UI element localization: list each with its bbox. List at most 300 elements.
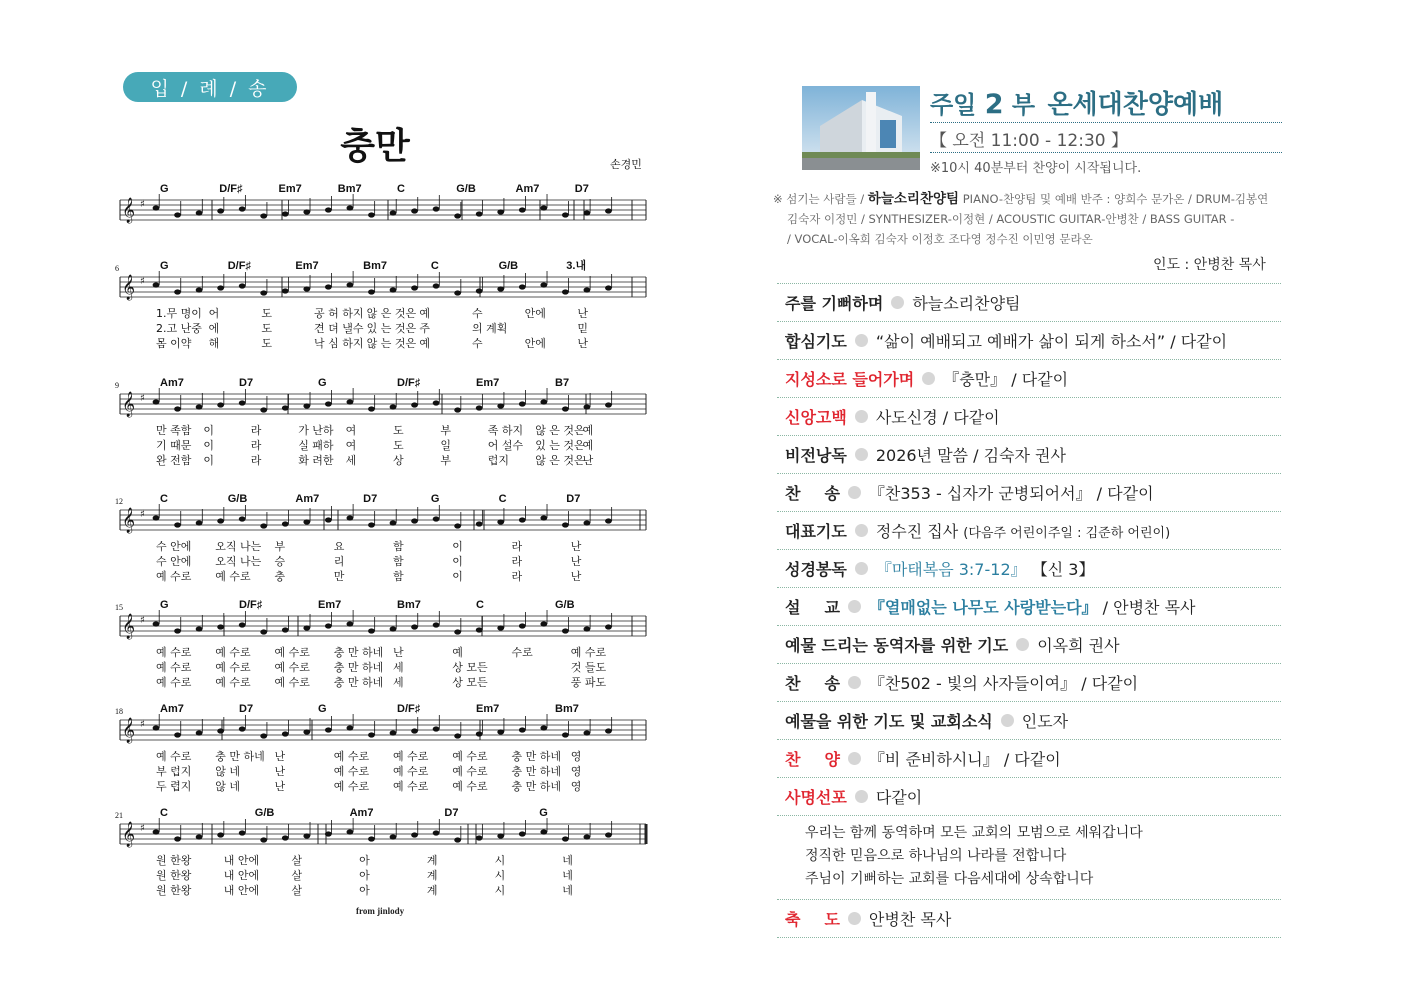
note-head [519,727,526,732]
chord-symbol: Em7 [278,183,302,195]
lyric-syllable: 어 설수 [487,439,524,452]
chord-symbol: Em7 [476,703,500,715]
note-head [605,624,612,629]
note-head [303,403,310,408]
lyric-syllable: 예 수로 [215,676,251,689]
treble-clef-icon: 𝄞 [122,822,136,847]
lyric-syllable: 일 [440,439,452,452]
note-head [390,287,397,292]
vision-line: 주님이 기뻐하는 교회를 다음세대에 상속합니다 [805,871,1094,887]
note-head [497,286,504,291]
lyric-syllable: 난 [582,454,594,467]
lyric-syllable: 어 [208,307,220,320]
scripture-reference: 『마태복음 3:7-12』 [875,560,1027,579]
note-head [368,732,375,737]
service-title-prefix: 주일 [930,91,977,119]
lyric-syllable: 계 [426,884,438,897]
lyric-syllable: 여 [345,424,357,437]
chord-symbol: Am7 [515,183,540,195]
lyric-syllable: 기 때문 [156,439,192,452]
note-head [325,401,332,406]
lyric-syllable: 오직 나는 [215,555,262,568]
lyric-syllable: 도 [393,424,404,437]
note-head [433,622,440,627]
lyric-syllable: 견 뎌 낼수 [314,322,364,335]
note-head [153,621,160,626]
lyric-syllable: 예 수로 [156,646,192,659]
lyric-syllable: 예 수로 [393,765,429,778]
note-head [196,210,203,215]
note-head [174,406,181,411]
lyric-syllable: 이 [203,439,215,452]
note-head [584,210,591,215]
note-head [282,521,289,526]
lyric-syllable: 함 [393,570,404,583]
chord-symbol: D7 [566,493,581,505]
lyric-syllable: 예 수로 [274,646,310,659]
note-head [540,282,547,287]
chord-symbol: C [160,807,168,819]
note-head [347,515,354,520]
lyric-syllable: 예 수로 [156,750,192,763]
note-head [562,212,569,217]
note-head [239,400,246,405]
note-head [454,407,461,412]
lyric-syllable: 예 [582,424,594,437]
chord-symbol: C [397,183,405,195]
note-head [476,731,483,736]
lyric-syllable: 수 안에 [156,555,192,568]
lyric-syllable: 난 [577,307,588,320]
note-head [153,725,160,730]
note-head [303,286,310,291]
lyric-syllable: 충 만 하네 [333,646,384,659]
order-value-note: (다음주 어린이주일 : 김준하 어린이) [963,526,1171,541]
chord-symbol: D/F♯ [397,377,421,389]
lyric-syllable: 안에 [524,337,546,350]
lyric-syllable: 예 [582,439,594,452]
lyric-syllable: 수 [472,337,483,350]
note-head [519,517,526,522]
lyric-syllable: 원 한왕 [156,869,192,882]
lyric-syllable: 부 [274,540,286,553]
note-head [476,405,483,410]
servers-team: 하늘소리찬양팀 [867,191,960,207]
note-head [196,626,203,631]
key-sharp-icon: ♯ [140,615,145,626]
note-head [584,520,591,525]
note-head [282,731,289,736]
chord-symbol: C [476,599,484,611]
note-head [217,518,224,523]
order-value [943,367,1068,390]
treble-clef-icon: 𝄞 [122,275,136,300]
order-row [777,474,1281,512]
note-head [411,728,418,733]
order-value-text: 정수진 집사 [875,522,959,541]
note-head [260,837,267,842]
order-label: 예물을 위한 기도 및 교회소식 [785,712,993,731]
note-head [217,624,224,629]
chord-symbol: Em7 [295,260,319,272]
note-head [433,206,440,211]
lyric-syllable: 내 안에 [223,854,260,867]
church-photo [802,86,920,170]
note-head [433,516,440,521]
note-head [260,213,267,218]
lyric-syllable: 낙 심 하지 [314,337,364,350]
note-head [476,521,483,526]
note-head [390,520,397,525]
lyric-syllable: 예 수로 [215,661,251,674]
servers-line1: PIANO-찬양팀 및 예배 반주 : 양희수 문가온 / DRUM-김봉연 [962,192,1269,206]
bullet-dot-icon [848,912,861,925]
note-head [282,288,289,293]
lyric-syllable: 예 수로 [393,750,429,763]
order-value [869,481,1154,504]
lyric-syllable: 충 만 하네 [333,661,384,674]
lyric-syllable: 예 수로 [452,750,488,763]
note-head [433,830,440,835]
note-head [605,208,612,213]
order-label: 찬 송 [785,674,840,693]
chord-symbol: D7 [239,377,254,389]
lyric-syllable: 네 [562,884,573,897]
lyric-syllable: 가 난하 [298,424,334,437]
note-head [153,829,160,834]
note-head [282,627,289,632]
sheet-music [112,172,652,924]
lyric-syllable: 에 [208,322,220,335]
lyric-syllable: 살 [291,854,303,867]
lyric-syllable: 2.고 난중 [156,322,202,335]
lyric-syllable: 의 계획 [472,322,508,335]
order-row [777,778,1281,816]
lyric-syllable: 안에 [524,307,546,320]
lyric-syllable: 오직 나는 [215,540,262,553]
order-value [876,329,1227,352]
order-row [777,550,1281,588]
chord-symbol: Em7 [318,599,342,611]
lyric-syllable: 요 [333,540,345,553]
order-row [777,740,1281,778]
note-head [411,208,418,213]
song-title: 충만 [340,126,410,167]
note-head [325,517,332,522]
lyric-syllable: 충 만 하네 [511,780,561,793]
lyric-syllable: 예 수로 [452,765,488,778]
lyric-syllable: 않 네 [215,780,240,793]
lyric-syllable: 시 [494,869,506,882]
note-head [497,625,504,630]
lyric-syllable: 이 [203,454,215,467]
lyric-syllable: 세 [393,676,404,689]
service-note: ※10시 40분부터 찬양이 시작됩니다. [930,161,1142,176]
note-head [519,284,526,289]
note-head [196,520,203,525]
note-head [174,732,181,737]
note-head [217,402,224,407]
note-head [260,629,267,634]
servers-prefix: ※ 섬기는 사람들 / [773,192,865,206]
lyric-syllable: 실 패하 [298,439,334,452]
lyric-syllable: 원 한왕 [156,854,192,867]
title-divider [930,122,1282,123]
lyric-syllable: 충 만 하네 [511,765,561,778]
chord-symbol: D/F♯ [219,183,243,195]
order-value [869,595,1196,618]
music-source: from jinlody [356,906,405,916]
lyric-syllable: 승 [274,555,286,568]
lyric-syllable: 계 [426,854,438,867]
note-head [282,211,289,216]
chord-symbol: C [160,493,168,505]
note-head [303,519,310,524]
lyric-syllable: 예 수로 [333,750,370,763]
lyric-syllable: 해 [208,337,220,350]
chord-symbol: Bm7 [363,260,387,272]
note-head [584,730,591,735]
lyric-syllable: 럽지 [487,454,510,467]
chord-symbol: G [539,807,548,819]
lyric-syllable: 부 [440,454,452,467]
time-divider [930,152,1282,153]
lyric-syllable: 라 [250,439,262,452]
chord-symbol: D7 [239,703,254,715]
chord-symbol: G [318,703,327,715]
note-head [196,834,203,839]
note-head [476,211,483,216]
lyric-syllable: 시 [494,884,506,897]
note-head [562,406,569,411]
lyric-syllable: 있 는 것은 [535,439,585,452]
note-head [411,832,418,837]
key-sharp-icon: ♯ [140,509,145,520]
lyric-syllable: 부 [440,424,452,437]
note-head [476,288,483,293]
lyric-syllable: 충 [274,570,286,583]
bullet-dot-icon [855,448,868,461]
order-of-worship [777,283,1281,938]
note-head [325,727,332,732]
note-head [605,402,612,407]
note-head [325,831,332,836]
note-head [454,523,461,528]
bullet-dot-icon [922,372,935,385]
note-head [260,407,267,412]
chord-symbol: C [498,493,507,505]
note-head [476,835,483,840]
note-head [540,515,547,520]
note-head [411,624,418,629]
chord-symbol: G/B [498,260,519,272]
chord-symbol: Am7 [160,377,184,389]
note-head [239,726,246,731]
note-head [174,628,181,633]
note-head [368,212,375,217]
section-label: 입 / 례 / 송 [150,77,270,100]
order-value-text: 이옥희 권사 [1037,636,1120,655]
lyric-syllable: 난 [274,780,286,793]
bullet-dot-icon [855,334,868,347]
lyric-syllable: 내 안에 [223,884,260,897]
bullet-dot-icon [848,486,861,499]
order-value [876,443,1066,466]
lyric-syllable: 두 렵지 [156,780,192,793]
note-head [282,405,289,410]
note-head [540,829,547,834]
lyric-syllable: 난 [393,646,404,659]
bullet-dot-icon [848,676,861,689]
order-label: 찬 양 [785,750,840,769]
lyric-syllable: 1.무 명이 [156,307,202,320]
lyric-syllable: 라 [250,454,262,467]
note-head [196,404,203,409]
note-head [584,834,591,839]
vision-line: 우리는 함께 동역하며 모든 교회의 모범으로 세워갑니다 [805,825,1143,841]
order-value [1022,709,1068,732]
treble-clef-icon: 𝄞 [122,508,136,533]
lyric-syllable: 예 수로 [333,780,370,793]
lyric-syllable: 이 [203,424,215,437]
chord-symbol: D7 [363,493,378,505]
order-row [777,360,1281,398]
chord-symbol: Am7 [295,493,320,505]
lyric-syllable: 상 모든 [452,661,488,674]
order-row [777,626,1281,664]
order-value [876,519,1170,542]
note-head [196,730,203,735]
lyric-syllable: 예 수로 [333,765,370,778]
vision-statement [777,816,1281,900]
bullet-dot-icon [848,752,861,765]
note-head [605,285,612,290]
bullet-dot-icon [855,562,868,575]
note-head [605,518,612,523]
chord-symbol: Bm7 [337,183,362,195]
order-label: 대표기도 [785,522,847,541]
chord-symbol: G [160,260,169,272]
order-label: 찬 송 [785,484,840,503]
note-head [153,205,160,210]
lyric-syllable: 라 [511,570,523,583]
measure-number: 6 [115,264,119,273]
order-row [777,702,1281,740]
lyric-syllable: 함 [393,555,404,568]
note-head [433,283,440,288]
note-head [540,725,547,730]
note-head [540,621,547,626]
lyric-syllable: 있 는 것은 [366,322,417,335]
lyric-syllable: 세 [345,454,357,467]
note-head [390,210,397,215]
measure-number: 18 [115,707,123,716]
lyric-syllable: 충 만 하네 [215,750,265,763]
treble-clef-icon: 𝄞 [122,718,136,743]
note-head [303,833,310,838]
order-label: 설 교 [785,598,840,617]
lyric-syllable: 수 안에 [156,540,192,553]
note-head [497,209,504,214]
lyric-syllable: 네 [562,854,573,867]
note-head [239,283,246,288]
note-head [239,830,246,835]
order-label: 사명선포 [785,788,847,807]
order-value [1037,633,1119,656]
note-head [411,518,418,523]
note-head [390,730,397,735]
lyric-syllable: 시 [494,854,506,867]
lyric-syllable: 예 수로 [215,570,251,583]
bullet-dot-icon [1001,714,1014,727]
chord-symbol: Em7 [476,377,500,389]
note-head [347,282,354,287]
note-head [217,208,224,213]
lyric-syllable: 화 려한 [298,454,334,467]
note-head [497,729,504,734]
lyric-syllable: 원 한왕 [156,884,192,897]
note-head [260,733,267,738]
lyric-syllable: 난 [274,765,286,778]
service-title-suffix: 부 [1011,91,1036,119]
measure-number: 9 [115,381,119,390]
lyric-syllable: 세 [393,661,404,674]
worship-leader: 인도 : 안병찬 목사 [1153,257,1266,273]
lyric-syllable: 리 [333,555,345,568]
lyric-syllable: 도 [261,307,272,320]
lyric-syllable: 살 [291,884,303,897]
order-label: 예물 드리는 동역자를 위한 기도 [785,636,1009,655]
order-value [876,405,1000,428]
note-head [540,399,547,404]
lyric-syllable: 만 [333,570,345,583]
lyric-syllable: 아 [359,884,370,897]
lyric-syllable: 예 [419,307,430,320]
lyric-syllable: 영 [570,750,582,763]
order-value-text: 『찬502 - 빛의 사자들이여』 / 다같이 [868,674,1139,693]
order-label: 성경봉독 [785,560,847,579]
lyric-syllable: 도 [261,322,272,335]
note-head [605,728,612,733]
treble-clef-icon: 𝄞 [122,614,136,639]
note-head [368,289,375,294]
key-sharp-icon: ♯ [140,276,145,287]
note-head [562,628,569,633]
lyric-syllable: 않 네 [215,765,240,778]
chord-symbol: D/F♯ [239,599,263,611]
order-row [777,398,1281,436]
lyric-syllable: 난 [577,337,588,350]
lyric-syllable: 도 [261,337,272,350]
note-head [368,522,375,527]
note-head [217,832,224,837]
lyric-syllable: 충 만 하네 [333,676,384,689]
chord-symbol: G/B [254,807,275,819]
lyric-syllable: 족 하지 [487,424,524,437]
order-label: 신앙고백 [785,408,847,427]
order-value-tail: 【신 3】 [1031,560,1095,579]
chord-symbol: D7 [574,183,589,195]
lyric-syllable: 이 [452,540,463,553]
order-row [777,512,1281,550]
bullet-dot-icon [848,600,861,613]
note-head [390,626,397,631]
lyric-syllable: 예 [419,337,430,350]
order-value-text: 하늘소리찬양팀 [912,294,1021,313]
note-head [562,732,569,737]
lyric-syllable: 살 [291,869,303,882]
note-head [519,831,526,836]
